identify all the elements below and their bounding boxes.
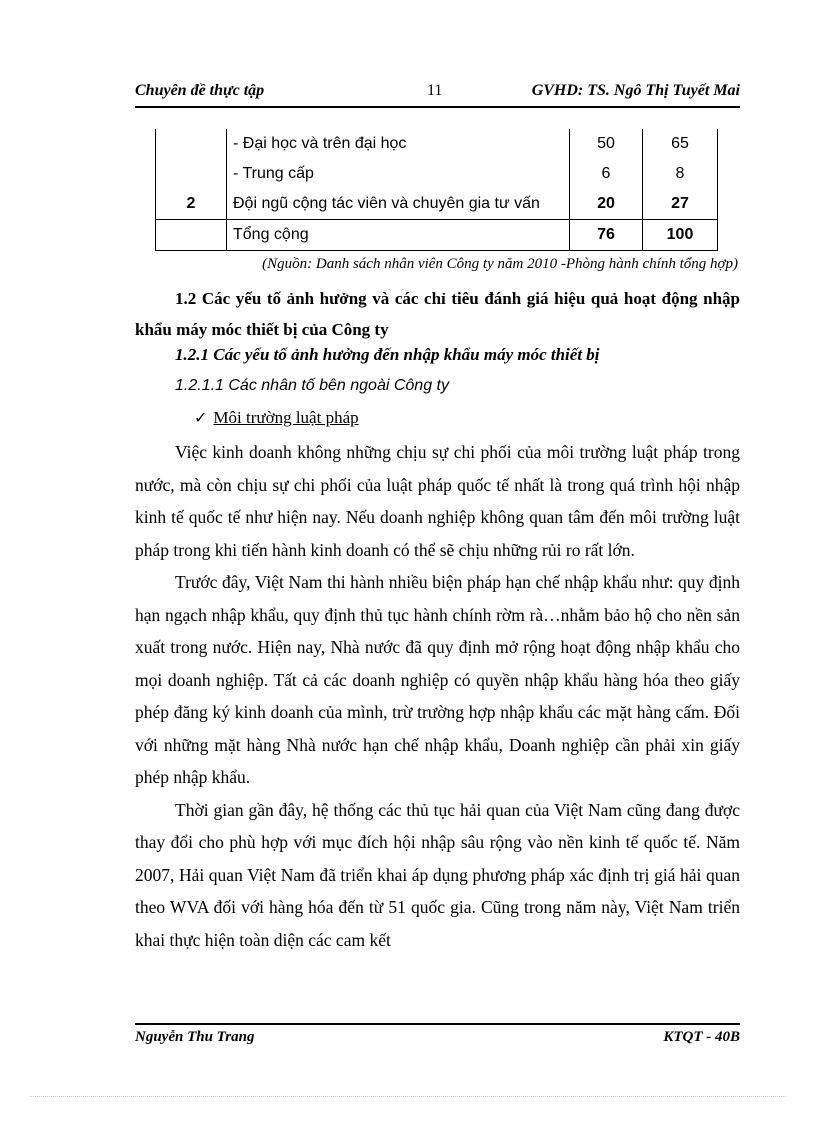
row-number xyxy=(156,159,227,189)
row-number: 2 xyxy=(156,189,227,220)
row-percent: 27 xyxy=(643,189,718,220)
section-heading-1-2-1: 1.2.1 Các yếu tố ảnh hưởng đến nhập khẩu máy móc thiết bị xyxy=(175,345,600,364)
subsection-bullet xyxy=(194,408,359,428)
row-count: 6 xyxy=(570,159,643,189)
table-row xyxy=(156,159,718,189)
table-row xyxy=(156,129,718,159)
footer-class: KTQT - 40B xyxy=(663,1029,740,1045)
section-1-2-text: 1.2 Các yếu tố ảnh hưởng và các chỉ tiêu đánh giá hiệu quả hoạt động nhập khẩu máy móc thiết bị của Công ty xyxy=(135,289,740,339)
row-percent: 8 xyxy=(643,159,718,189)
row-count: 20 xyxy=(570,189,643,220)
table-row xyxy=(156,189,718,220)
page-footer xyxy=(135,1023,740,1046)
page-bottom-divider xyxy=(30,1096,786,1097)
paragraph: Trước đây, Việt Nam thi hành nhiều biện pháp hạn chế nhập khẩu như: quy định hạn ngạch nhập khẩu, quy định thủ tục hành chính rờm rà…nhằm bảo hộ cho nền sản xuất trong nước. Hiện nay, Nhà nước đã quy định mở rộng hoạt động nhập khẩu cho mọi doanh nghiệp. Tất cả các doanh nghiệp có quyền nhập khẩu hàng hóa theo giấy phép đăng ký kinh doanh của mình, trừ trường hợp nhập khẩu các mặt hàng cấm. Đối với những mặt hàng Nhà nước hạn chế nhập khẩu, Doanh nghiệp cần phải xin giấy phép nhập khẩu. xyxy=(135,572,740,787)
total-number xyxy=(156,220,227,251)
total-percent: 100 xyxy=(643,220,718,251)
section-heading-1-2-1-1: 1.2.1.1 Các nhân tố bên ngoài Công ty xyxy=(175,377,449,394)
header-supervisor: GVHD: TS. Ngô Thị Tuyết Mai xyxy=(531,82,740,99)
paragraph: Thời gian gần đây, hệ thống các thủ tục hải quan của Việt Nam cũng đang được thay đổi cho phù hợp với mục đích hội nhập sâu rộng vào nền kinh tế quốc tế. Năm 2007, Hải quan Việt Nam đã triển khai áp dụng phương pháp xác định trị giá hải quan theo WVA đối với hàng hóa đến từ 51 quốc gia. Cũng trong năm này, Việt Nam triển khai thực hiện toàn diện các cam kết xyxy=(135,799,740,950)
page-header xyxy=(135,82,740,108)
total-count: 76 xyxy=(570,220,643,251)
row-label: Đội ngũ cộng tác viên và chuyên gia tư vấn xyxy=(227,189,570,220)
table-source-note: (Nguồn: Danh sách nhân viên Công ty năm 2010 -Phòng hành chính tổng hợp) xyxy=(262,256,738,272)
page-number: 11 xyxy=(427,82,443,99)
row-count: 50 xyxy=(570,129,643,159)
row-label: - Đại học và trên đại học xyxy=(227,129,570,159)
header-title: Chuyên đề thực tập xyxy=(135,82,265,99)
staff-table xyxy=(155,129,718,251)
checkmark-icon: ✓ xyxy=(194,408,208,427)
footer-author: Nguyễn Thu Trang xyxy=(135,1029,255,1045)
row-percent: 65 xyxy=(643,129,718,159)
table-total-row xyxy=(156,220,718,251)
row-number xyxy=(156,129,227,159)
paragraph: Việc kinh doanh không những chịu sự chi phối của môi trường luật pháp trong nước, mà còn chịu sự chi phối của luật pháp quốc tế nhất là trong quá trình hội nhập kinh tế quốc tế như hiện nay. Nếu doanh nghiệp không quan tâm đến môi trường luật pháp trong khi tiến hành kinh doanh có thể sẽ chịu những rủi ro rất lớn. xyxy=(135,442,740,560)
section-heading-1-2 xyxy=(135,283,740,345)
body-text xyxy=(135,436,740,956)
row-label: - Trung cấp xyxy=(227,159,570,189)
total-label: Tổng cộng xyxy=(227,220,570,251)
bullet-text: Môi trường luật pháp xyxy=(213,408,359,427)
